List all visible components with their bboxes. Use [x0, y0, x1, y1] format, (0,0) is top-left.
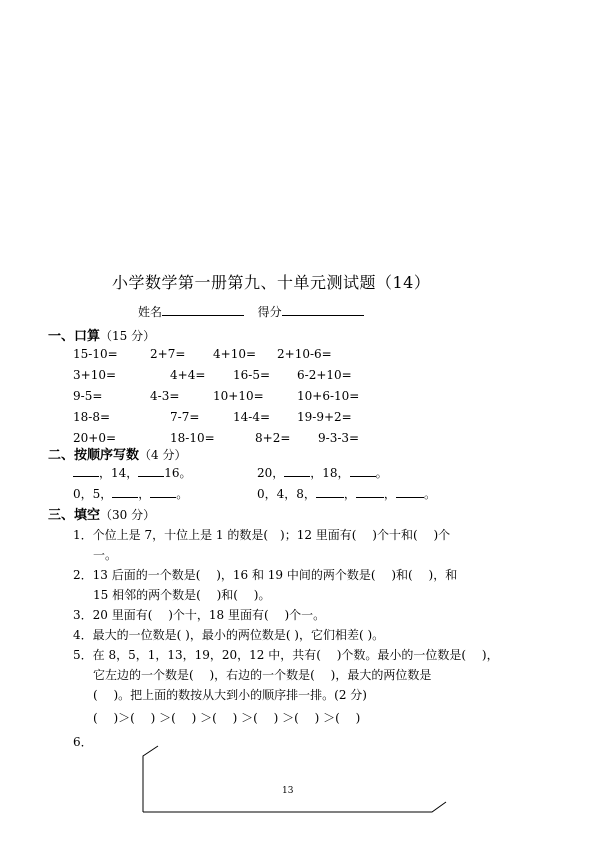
sequence-text: 16。: [164, 466, 192, 480]
arith-item: 4+10=: [213, 347, 257, 361]
sequence-text: ，14，: [99, 466, 139, 480]
sequence-text: ，18，: [310, 466, 350, 480]
arith-item: 19-9+2=: [297, 410, 352, 424]
arith-item: 20+0=: [73, 431, 117, 445]
sequence-text: ，: [138, 487, 151, 501]
sequence-text: 0，4，8，: [257, 487, 316, 501]
ordering-line: ( )＞( ) ＞( ) ＞( ) ＞( ) ＞( ) ＞( ): [93, 711, 361, 725]
arith-item: 10+6-10=: [297, 389, 360, 403]
arith-item: 8+2=: [255, 431, 291, 445]
page-number: 13: [282, 786, 294, 796]
name-label: 姓名: [138, 305, 163, 319]
section2-note: （4 分）: [139, 448, 187, 462]
arith-item: 7-7=: [170, 410, 200, 424]
arith-item: 4+4=: [170, 368, 206, 382]
sequence-text: 0，5，: [73, 487, 113, 501]
page-title: 小学数学第一册第九、十单元测试题（14）: [112, 273, 431, 292]
question-line: 6．: [73, 735, 93, 749]
question-line: 2．13 后面的一个数是( )，16 和 19 中间的两个数是( )和( )，和: [73, 568, 458, 582]
arith-item: 2+10-6=: [277, 347, 332, 361]
question-line: 3．20 里面有( )个十，18 里面有( )个一。: [73, 608, 326, 622]
arith-item: 6-2+10=: [297, 368, 352, 382]
arith-item: 9-5=: [73, 389, 103, 403]
section1-note: （15 分）: [100, 329, 156, 343]
section3-note: （30 分）: [100, 508, 156, 522]
arith-item: 16-5=: [233, 368, 271, 382]
sequence-text: ，: [383, 487, 396, 501]
arith-item: 18-8=: [73, 410, 111, 424]
question-line: 5．在 8，5，1，13，19，20，12 中，共有( )个数。最小的一位数是( )，: [73, 648, 499, 662]
section3-title: 三、填空: [48, 508, 101, 523]
sequence-text: 。: [375, 466, 388, 480]
question-line: 1．个位上是 7，十位上是 1 的数是( )；12 里面有( )个十和( )个: [73, 528, 451, 542]
question-line: 一。: [93, 548, 118, 562]
arith-item: 18-10=: [170, 431, 215, 445]
question-line: 4．最大的一位数是( )，最小的两位数是( )，它们相差( )。: [73, 628, 385, 642]
question-line: 它左边的一个数是( )，右边的一个数是( )，最大的两位数是: [93, 668, 432, 682]
arith-row: 15-10=: [73, 347, 118, 361]
arith-item: 3+10=: [73, 368, 117, 382]
arith-item: 10+10=: [213, 389, 264, 403]
arith-item: 2+7=: [150, 347, 186, 361]
sequence-text: 。: [176, 487, 189, 501]
frame-bottom-edge: [143, 802, 446, 812]
question-line: 15 相邻的两个数是( )和( )。: [93, 588, 271, 602]
section1-title: 一、口算: [48, 329, 101, 344]
arith-item: 14-4=: [233, 410, 271, 424]
frame-left-edge: [143, 746, 158, 812]
arith-item: 9-3-3=: [318, 431, 360, 445]
score-label: 得分: [257, 305, 282, 319]
section2-title: 二、按顺序写数: [48, 448, 140, 463]
sequence-text: 。: [423, 487, 436, 501]
question-line: ( )。把上面的数按从大到小的顺序排一排。(2 分): [93, 688, 367, 702]
sequence-text: 20，: [257, 466, 285, 480]
arith-item: 4-3=: [150, 389, 180, 403]
sequence-text: ，: [343, 487, 356, 501]
